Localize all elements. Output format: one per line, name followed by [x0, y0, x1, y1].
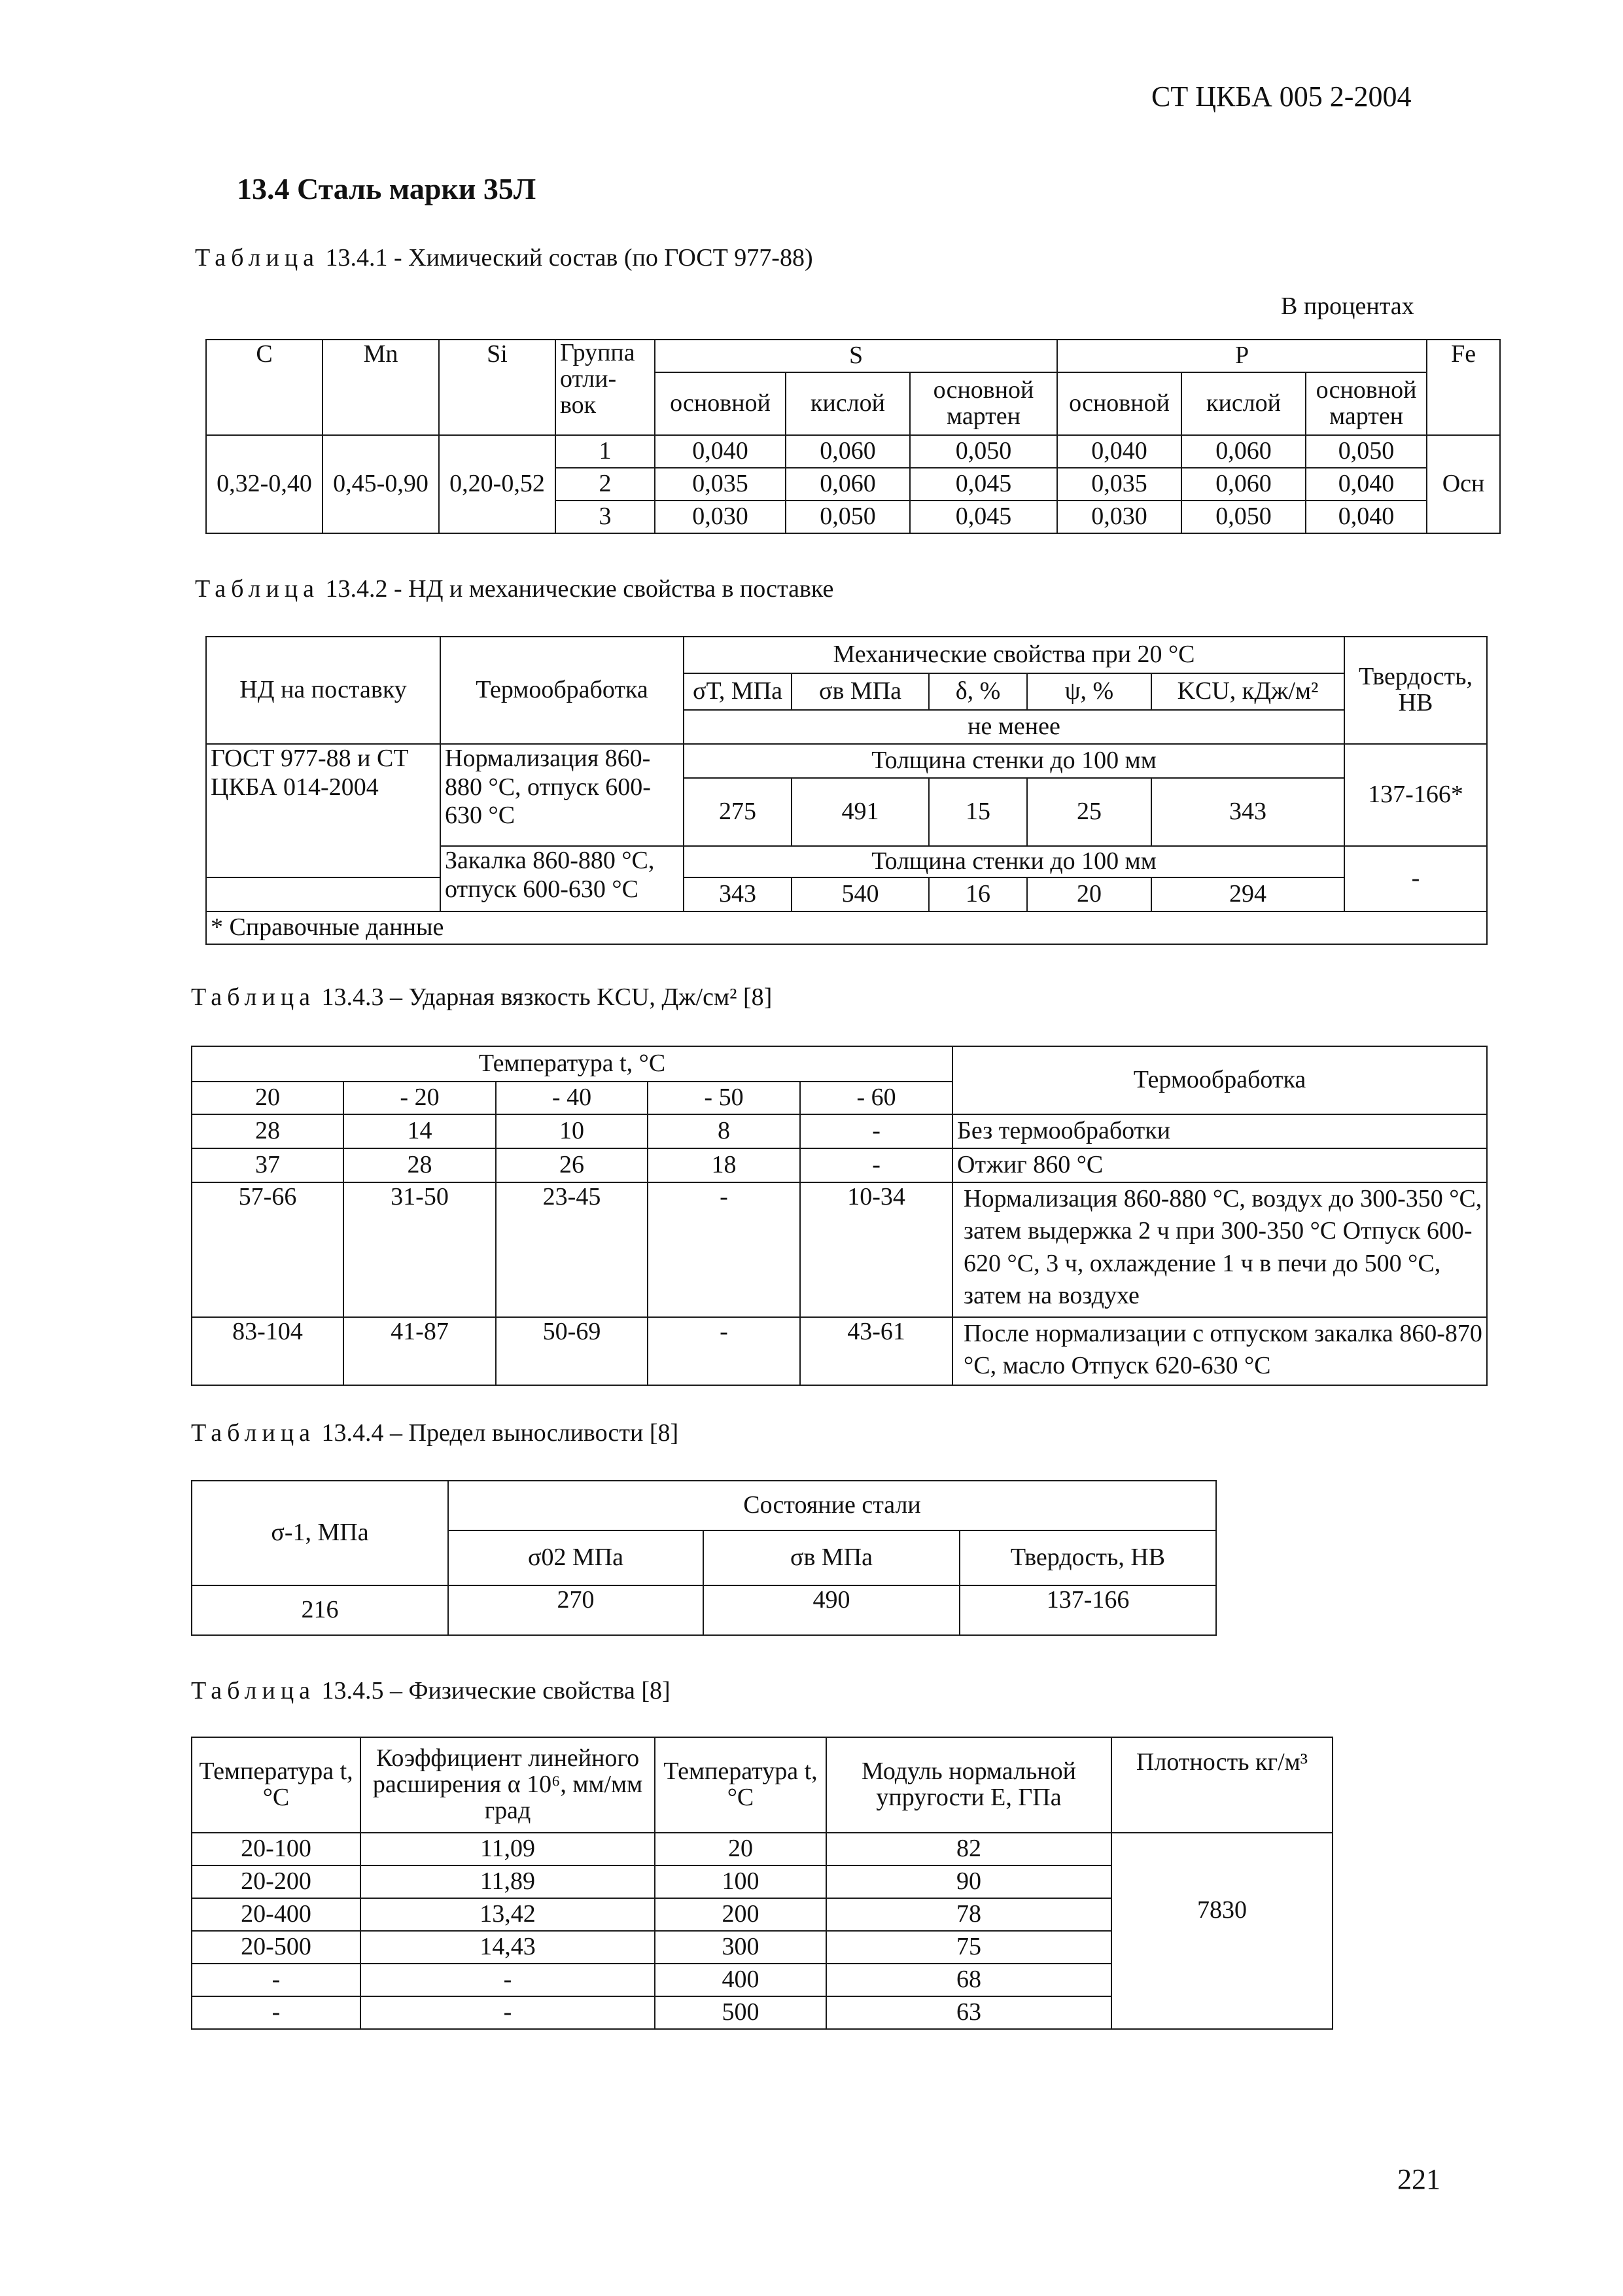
table-cell: 0,060	[1181, 435, 1306, 468]
table-cell: 68	[826, 1964, 1111, 1996]
impact-toughness-table	[191, 1046, 1488, 1386]
thickness-note: Толщина стенки до 100 мм	[684, 846, 1344, 877]
thickness-note: Толщина стенки до 100 мм	[684, 744, 1344, 778]
header-psi: ψ, %	[1027, 673, 1151, 710]
header-t: 20	[192, 1082, 343, 1114]
table-cell: 0,045	[910, 468, 1057, 501]
document-code: СТ ЦКБА 005 2-2004	[1151, 80, 1412, 113]
table-cell: 2	[555, 468, 655, 501]
table-cell: 8	[648, 1114, 800, 1148]
table-cell: -	[648, 1317, 800, 1385]
header-s: S	[655, 340, 1057, 372]
endurance-limit-table	[191, 1480, 1217, 1636]
table-cell: 31-50	[343, 1182, 496, 1317]
table-cell: 0,030	[655, 501, 786, 533]
table-cell: 500	[655, 1996, 826, 2029]
table-cell: 3	[555, 501, 655, 533]
header-s-marten: основной мартен	[910, 372, 1057, 435]
table-cell: 137-166	[960, 1585, 1216, 1635]
si-value: 0,20-0,52	[439, 435, 555, 533]
header-fe: Fe	[1427, 340, 1500, 435]
header-state: Состояние стали	[448, 1481, 1216, 1530]
table-cell: 63	[826, 1996, 1111, 2029]
table-cell: 0,040	[1057, 435, 1181, 468]
header-sigma-v: σв МПа	[792, 673, 929, 710]
density-value: 7830	[1111, 1833, 1333, 2029]
table-cell: 343	[1151, 778, 1344, 846]
table-cell: 20-200	[192, 1865, 360, 1898]
table-cell: 10-34	[800, 1182, 952, 1317]
table-cell: 43-61	[800, 1317, 952, 1385]
table-cell	[206, 877, 440, 911]
table-cell: 20-400	[192, 1898, 360, 1931]
table-cell: 0,050	[1306, 435, 1427, 468]
table-cell: 75	[826, 1931, 1111, 1964]
table-cell: 11,89	[360, 1865, 655, 1898]
header-modulus: Модуль нормальной упругости Е, ГПа	[826, 1737, 1111, 1833]
table-cell: 0,040	[1306, 468, 1427, 501]
unit-note: В процентах	[1281, 292, 1414, 320]
table-cell: 15	[929, 778, 1027, 846]
table-cell: 20-500	[192, 1931, 360, 1964]
header-t: - 40	[496, 1082, 648, 1114]
header-nd: НД на поставку	[206, 637, 440, 744]
table-cell: 1	[555, 435, 655, 468]
table-cell: 0,040	[1306, 501, 1427, 533]
table-cell: 275	[684, 778, 792, 846]
header-hardness: Твердость, НВ	[1344, 637, 1487, 744]
section-title: 13.4 Сталь марки 35Л	[237, 172, 536, 205]
table-cell: 14	[343, 1114, 496, 1148]
table-cell: 20-100	[192, 1833, 360, 1865]
header-treatment: Термообработка	[952, 1046, 1487, 1114]
header-sigma-minus1: σ-1, МПа	[192, 1481, 448, 1585]
table-cell: 0,045	[910, 501, 1057, 533]
header-c: C	[206, 340, 323, 435]
header-t: - 50	[648, 1082, 800, 1114]
table-cell: 200	[655, 1898, 826, 1931]
table-cell: 41-87	[343, 1317, 496, 1385]
table-cell: 0,060	[1181, 468, 1306, 501]
table-cell: 0,050	[1181, 501, 1306, 533]
table-cell: 0,060	[786, 468, 910, 501]
table-cell: 0,035	[655, 468, 786, 501]
table-cell: 0,030	[1057, 501, 1181, 533]
table-cell: -	[360, 1964, 655, 1996]
header-sigma-02: σ02 МПа	[448, 1530, 703, 1585]
header-t: - 60	[800, 1082, 952, 1114]
table-cell: 26	[496, 1148, 648, 1182]
table-cell: Нормализация 860-880 °С, воздух до 300-350 °С, затем выдержка 2 ч при 300-350 °С Отпуск 600-620 °С, 3 ч, охлаждение 1 ч в печи до 500 °С, затем на воздухе	[952, 1182, 1487, 1317]
chemical-composition-table	[205, 339, 1501, 534]
table-cell: -	[800, 1148, 952, 1182]
header-p: P	[1057, 340, 1427, 372]
header-temperature: Температура t, °С	[192, 1737, 360, 1833]
header-treatment: Термообработка	[440, 637, 684, 744]
table-cell: 294	[1151, 877, 1344, 911]
header-density: Плотность кг/м³	[1111, 1737, 1333, 1833]
table-cell: 83-104	[192, 1317, 343, 1385]
table-cell: -	[648, 1182, 800, 1317]
table-cell: 491	[792, 778, 929, 846]
header-sigma-v: σв МПа	[703, 1530, 960, 1585]
table-cell: 16	[929, 877, 1027, 911]
table-cell: 28	[192, 1114, 343, 1148]
treatment-quench: Закалка 860-880 °С, отпуск 600-630 °С	[440, 846, 684, 911]
header-group: Группа отли-вок	[555, 340, 655, 435]
header-mech: Механические свойства при 20 °С	[684, 637, 1344, 673]
c-value: 0,32-0,40	[206, 435, 323, 533]
table-cell: 0,060	[786, 435, 910, 468]
header-temperature: Температура t, °С	[192, 1046, 952, 1082]
treatment-normalization: Нормализация 860-880 °С, отпуск 600-630 °С	[440, 744, 684, 846]
table-cell: 300	[655, 1931, 826, 1964]
table-cell: 13,42	[360, 1898, 655, 1931]
header-si: Si	[439, 340, 555, 435]
physical-properties-table	[191, 1737, 1333, 2030]
header-sigma-t: σТ, МПа	[684, 673, 792, 710]
fe-value: Осн	[1427, 435, 1500, 533]
header-p-acid: кислой	[1181, 372, 1306, 435]
hardness-value: 137-166*	[1344, 744, 1487, 846]
table-cell: После нормализации с отпуском закалка 860-870 °С, масло Отпуск 620-630 °С	[952, 1317, 1487, 1385]
header-s-basic: основной	[655, 372, 786, 435]
header-kcu: KCU, кДж/м²	[1151, 673, 1344, 710]
header-delta: δ, %	[929, 673, 1027, 710]
table-cell: 20	[1027, 877, 1151, 911]
table-cell: 0,050	[910, 435, 1057, 468]
table-cell: Без термообработки	[952, 1114, 1487, 1148]
table-cell: 490	[703, 1585, 960, 1635]
hardness-value: -	[1344, 846, 1487, 911]
table-cell: 400	[655, 1964, 826, 1996]
table-cell: 78	[826, 1898, 1111, 1931]
table-cell: 25	[1027, 778, 1151, 846]
table-cell: 540	[792, 877, 929, 911]
table-cell: -	[360, 1996, 655, 2029]
table-cell: 0,040	[655, 435, 786, 468]
table-cell: -	[800, 1114, 952, 1148]
table-cell: 0,050	[786, 501, 910, 533]
table-caption-5: Таблица 13.4.5 – Физические свойства [8]	[191, 1677, 671, 1704]
mechanical-properties-table	[205, 636, 1488, 945]
table-caption-3: Таблица 13.4.3 – Ударная вязкость KCU, Дж/см² [8]	[191, 983, 773, 1011]
table-cell: 100	[655, 1865, 826, 1898]
table-cell: 20	[655, 1833, 826, 1865]
footnote: * Справочные данные	[206, 911, 1487, 944]
table-cell: 270	[448, 1585, 703, 1635]
table-cell: 14,43	[360, 1931, 655, 1964]
header-t: - 20	[343, 1082, 496, 1114]
mn-value: 0,45-0,90	[323, 435, 439, 533]
table-cell: Отжиг 860 °С	[952, 1148, 1487, 1182]
table-cell: 343	[684, 877, 792, 911]
header-s-acid: кислой	[786, 372, 910, 435]
table-cell: 28	[343, 1148, 496, 1182]
nd-value: ГОСТ 977-88 и СТ ЦКБА 014-2004	[206, 744, 440, 877]
table-caption-2: Таблица 13.4.2 - НД и механические свойства в поставке	[195, 575, 834, 603]
table-cell: 10	[496, 1114, 648, 1148]
table-caption-4: Таблица 13.4.4 – Предел выносливости [8]	[191, 1419, 679, 1447]
table-cell: -	[192, 1996, 360, 2029]
table-cell: 23-45	[496, 1182, 648, 1317]
header-alpha: Коэффициент линейного расширения α 10⁶, мм/мм град	[360, 1737, 655, 1833]
header-p-marten: основной мартен	[1306, 372, 1427, 435]
table-cell: -	[192, 1964, 360, 1996]
header-p-basic: основной	[1057, 372, 1181, 435]
page-number: 221	[1397, 2163, 1440, 2195]
header-mn: Mn	[323, 340, 439, 435]
table-cell: 18	[648, 1148, 800, 1182]
header-temperature: Температура t, °С	[655, 1737, 826, 1833]
table-cell: 57-66	[192, 1182, 343, 1317]
table-cell: 82	[826, 1833, 1111, 1865]
table-cell: 37	[192, 1148, 343, 1182]
table-cell: 11,09	[360, 1833, 655, 1865]
table-caption-1: Таблица 13.4.1 - Химический состав (по ГОСТ 977-88)	[195, 244, 813, 272]
header-hardness: Твердость, НВ	[960, 1530, 1216, 1585]
table-cell: 0,035	[1057, 468, 1181, 501]
table-cell: 50-69	[496, 1317, 648, 1385]
table-cell: 216	[192, 1585, 448, 1635]
table-cell: 90	[826, 1865, 1111, 1898]
header-min: не менее	[684, 710, 1344, 744]
